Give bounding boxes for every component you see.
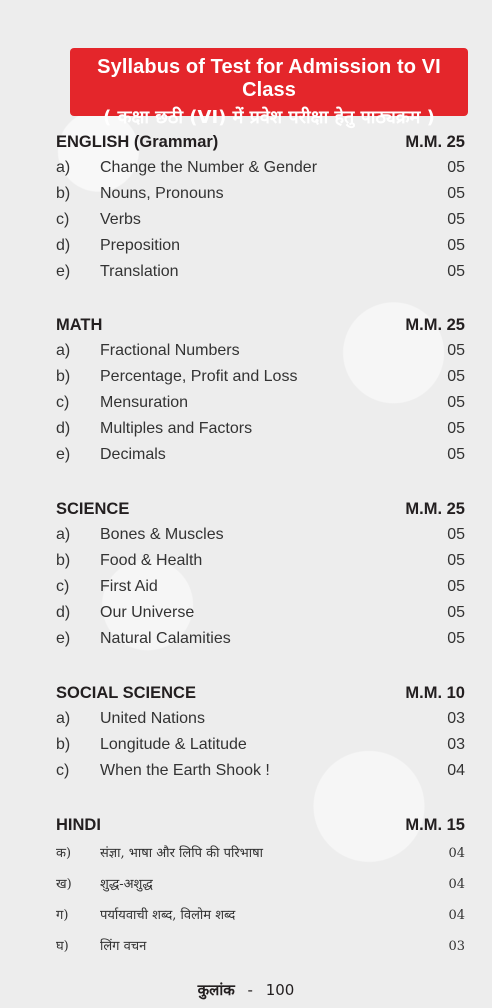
item-letter: c) bbox=[56, 578, 70, 595]
item-letter: क) bbox=[56, 846, 72, 861]
item-topic: Fractional Numbers bbox=[100, 342, 240, 359]
item-marks: 05 bbox=[447, 526, 465, 543]
item-topic: Change the Number & Gender bbox=[100, 159, 318, 176]
list-item bbox=[56, 155, 465, 181]
section-max-marks: M.M. 25 bbox=[405, 316, 465, 334]
item-letter: e) bbox=[56, 630, 71, 647]
list-item bbox=[56, 838, 465, 869]
item-marks: 05 bbox=[447, 630, 465, 647]
item-topic: Bones & Muscles bbox=[100, 526, 224, 543]
list-item bbox=[56, 207, 465, 233]
item-topic: Natural Calamities bbox=[100, 630, 231, 647]
section-title: HINDI bbox=[56, 816, 101, 834]
item-marks: 05 bbox=[447, 394, 465, 411]
item-topic: पर्यायवाची शब्द, विलोम शब्द bbox=[100, 908, 236, 923]
section-max-marks: M.M. 25 bbox=[405, 133, 465, 151]
section-title: SCIENCE bbox=[56, 500, 130, 518]
item-topic: Decimals bbox=[100, 446, 166, 463]
item-letter: ख) bbox=[56, 877, 72, 892]
section-header bbox=[56, 812, 465, 838]
section-science bbox=[56, 496, 465, 652]
list-item bbox=[56, 900, 465, 931]
item-marks: 03 bbox=[447, 736, 465, 753]
item-topic: Nouns, Pronouns bbox=[100, 185, 224, 202]
item-marks: 04 bbox=[447, 762, 465, 779]
list-item bbox=[56, 364, 465, 390]
total-label: कुलांक bbox=[197, 981, 235, 999]
item-letter: b) bbox=[56, 185, 71, 202]
item-marks: 03 bbox=[448, 939, 465, 954]
list-item bbox=[56, 574, 465, 600]
item-letter: b) bbox=[56, 552, 71, 569]
section-max-marks: M.M. 10 bbox=[405, 684, 465, 702]
total-marks bbox=[0, 980, 492, 1000]
item-marks: 04 bbox=[448, 877, 465, 892]
item-marks: 05 bbox=[447, 420, 465, 437]
item-letter: a) bbox=[56, 710, 71, 727]
section-hindi bbox=[56, 812, 465, 962]
item-letter: c) bbox=[56, 211, 70, 228]
section-english bbox=[56, 129, 465, 285]
item-letter: e) bbox=[56, 446, 71, 463]
item-marks: 05 bbox=[447, 185, 465, 202]
item-letter: ग) bbox=[56, 908, 69, 923]
item-marks: 05 bbox=[447, 263, 465, 280]
section-header bbox=[56, 312, 465, 338]
list-item bbox=[56, 600, 465, 626]
list-item bbox=[56, 548, 465, 574]
item-marks: 03 bbox=[447, 710, 465, 727]
item-topic: Longitude & Latitude bbox=[100, 736, 247, 753]
section-header bbox=[56, 496, 465, 522]
section-header bbox=[56, 680, 465, 706]
list-item bbox=[56, 338, 465, 364]
list-item bbox=[56, 259, 465, 285]
section-math bbox=[56, 312, 465, 468]
item-marks: 05 bbox=[447, 237, 465, 254]
item-marks: 05 bbox=[447, 604, 465, 621]
item-topic: When the Earth Shook ! bbox=[100, 762, 270, 779]
syllabus-banner bbox=[70, 48, 468, 128]
list-item bbox=[56, 869, 465, 900]
item-topic: United Nations bbox=[100, 710, 205, 727]
item-marks: 05 bbox=[447, 342, 465, 359]
list-item bbox=[56, 390, 465, 416]
list-item bbox=[56, 758, 465, 784]
list-item bbox=[56, 416, 465, 442]
item-marks: 05 bbox=[447, 578, 465, 595]
item-topic: लिंग वचन bbox=[100, 939, 147, 954]
item-topic: Preposition bbox=[100, 237, 181, 254]
item-letter: a) bbox=[56, 342, 71, 359]
list-item bbox=[56, 706, 465, 732]
list-item bbox=[56, 522, 465, 548]
banner-subtitle: ( कक्षा छठी (VI) में प्रवेश परीक्षा हेतु पाठ्यक्रम ) bbox=[103, 107, 435, 128]
item-letter: d) bbox=[56, 237, 71, 254]
item-topic: Mensuration bbox=[100, 394, 189, 411]
item-marks: 04 bbox=[448, 846, 465, 861]
section-title: SOCIAL SCIENCE bbox=[56, 684, 196, 702]
item-topic: शुद्ध-अशुद्ध bbox=[100, 877, 153, 892]
item-topic: Translation bbox=[100, 263, 179, 280]
section-title: ENGLISH (Grammar) bbox=[56, 133, 219, 151]
item-letter: घ) bbox=[56, 939, 69, 954]
list-item bbox=[56, 732, 465, 758]
list-item bbox=[56, 442, 465, 468]
item-marks: 05 bbox=[447, 211, 465, 228]
list-item bbox=[56, 931, 465, 962]
item-marks: 05 bbox=[447, 368, 465, 385]
item-marks: 04 bbox=[448, 908, 465, 923]
total-separator: - bbox=[247, 981, 253, 999]
section-max-marks: M.M. 15 bbox=[405, 816, 465, 834]
list-item bbox=[56, 181, 465, 207]
item-topic: Multiples and Factors bbox=[100, 420, 253, 437]
section-header bbox=[56, 129, 465, 155]
list-item bbox=[56, 233, 465, 259]
banner-title: Syllabus of Test for Admission to VI Class bbox=[97, 56, 441, 101]
item-letter: c) bbox=[56, 394, 70, 411]
item-marks: 05 bbox=[447, 552, 465, 569]
item-letter: d) bbox=[56, 604, 71, 621]
section-title: MATH bbox=[56, 316, 103, 334]
item-letter: d) bbox=[56, 420, 71, 437]
item-marks: 05 bbox=[447, 446, 465, 463]
item-topic: Our Universe bbox=[100, 604, 195, 621]
section-max-marks: M.M. 25 bbox=[405, 500, 465, 518]
item-letter: a) bbox=[56, 159, 71, 176]
item-marks: 05 bbox=[447, 159, 465, 176]
item-letter: a) bbox=[56, 526, 71, 543]
list-item bbox=[56, 626, 465, 652]
item-letter: b) bbox=[56, 368, 71, 385]
item-topic: संज्ञा, भाषा और लिपि की परिभाषा bbox=[100, 846, 264, 861]
item-letter: c) bbox=[56, 762, 70, 779]
item-topic: Food & Health bbox=[100, 552, 203, 569]
item-letter: b) bbox=[56, 736, 71, 753]
item-topic: First Aid bbox=[100, 578, 158, 595]
total-value: 100 bbox=[265, 981, 295, 999]
item-letter: e) bbox=[56, 263, 71, 280]
item-topic: Percentage, Profit and Loss bbox=[100, 368, 298, 385]
section-social-science bbox=[56, 680, 465, 784]
item-topic: Verbs bbox=[100, 211, 141, 228]
